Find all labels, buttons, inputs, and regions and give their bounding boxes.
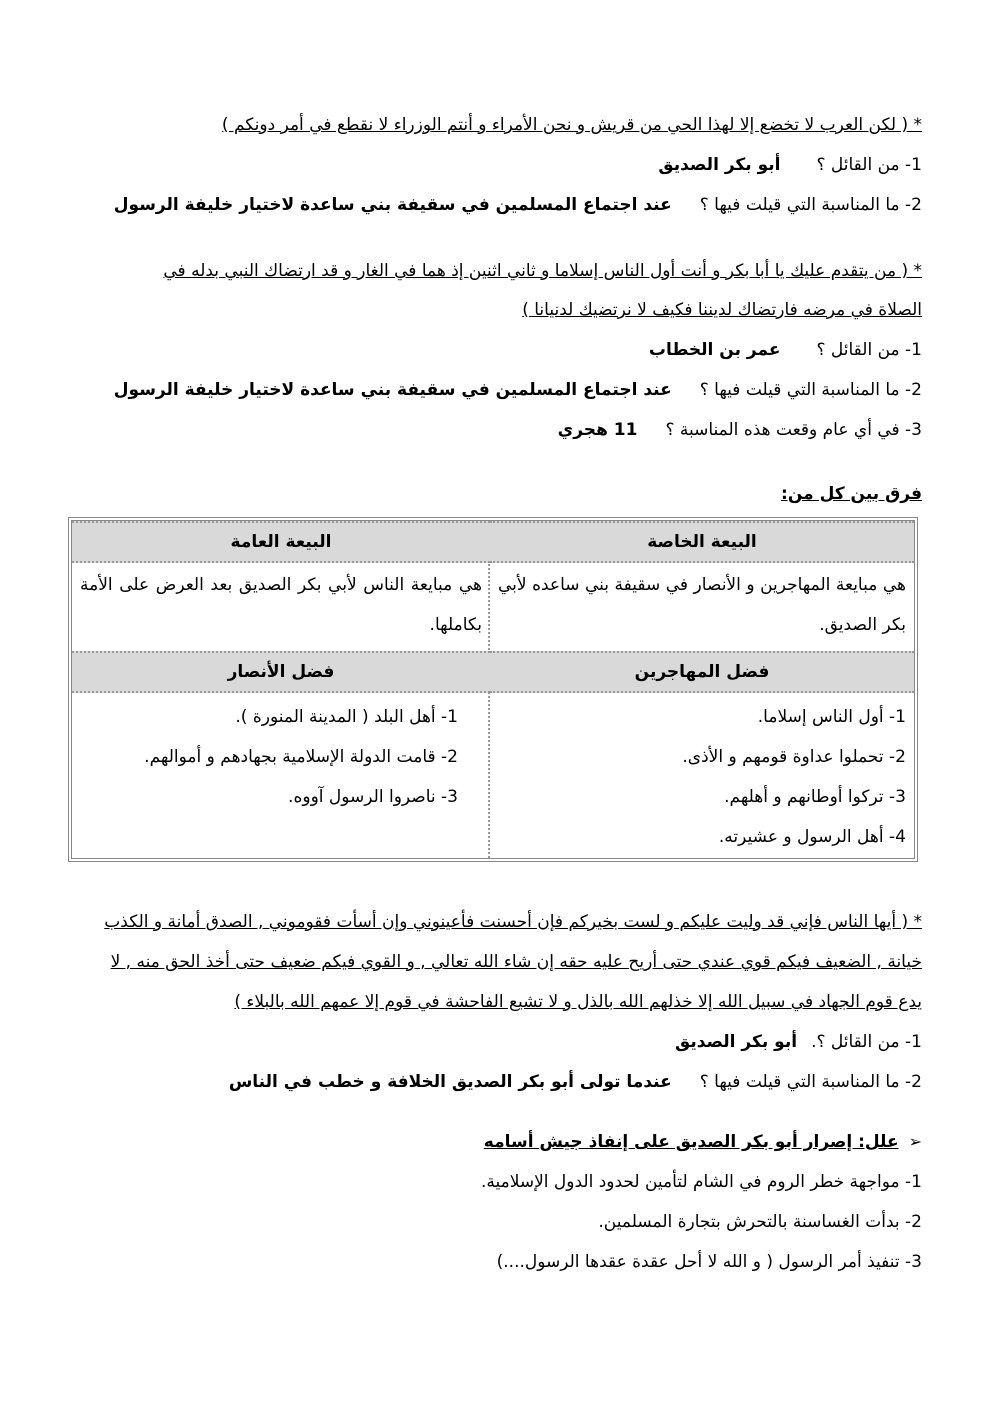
quote-1: * ( لكن العرب لا تخضع إلا لهذا الحي من قريش و نحن الأمراء و أنتم الوزراء لا نقطع في أمر دونكم ) xyxy=(221,115,922,135)
reason-item: 3- تنفيذ أمر الرسول ( و الله لا أحل عقدة عقدها الرسول....) xyxy=(496,1252,922,1272)
q2-year-answer: 11 هجري xyxy=(557,420,638,440)
diff-title: فرق بين كل من: xyxy=(781,484,922,504)
list-ansar xyxy=(80,697,458,817)
q2-who-question: 1- من القائل ؟ xyxy=(816,340,922,360)
list-item: 2- تحملوا عداوة قومهم و الأذى. xyxy=(682,747,906,767)
q2-who-answer: عمر بن الخطاب xyxy=(648,340,781,360)
q2-occasion-answer: عند اجتماع المسلمين في سقيفة بني ساعدة لاختيار خليفة الرسول xyxy=(113,380,672,400)
list-item: 1- أول الناس إسلاما. xyxy=(757,707,906,727)
table-col-right xyxy=(488,521,914,858)
q1-occasion-question: 2- ما المناسبة التي قيلت فيها ؟ xyxy=(699,195,922,215)
list-item: 4- أهل الرسول و عشيرته. xyxy=(718,827,906,847)
list-item: 2- قامت الدولة الإسلامية بجهادهم و أموالهم. xyxy=(144,747,458,767)
quote-2-line-1: * ( من يتقدم عليك يا أبا بكر و أنت أول الناس إسلاما و ثاني اثنين إذ هما في الغار و قد ارتضاك النبي بدله في xyxy=(163,261,922,281)
q2-year-question: 3- في أي عام وقعت هذه المناسبة ؟ xyxy=(665,420,922,440)
cell-private-pledge: هي مبايعة المهاجرين و الأنصار في سقيفة بني ساعده لأبي بكر الصديق. xyxy=(498,575,906,635)
quote-3-line-2: خيانة , الضعيف فيكم قوي عندي حتى أريح عليه حقه إن شاء الله تعالي , و القوي فيكم ضعيف حتى أخذ الحق منه , لا xyxy=(110,952,922,972)
table-col-left xyxy=(72,521,490,858)
q1-who-answer: أبو بكر الصديق xyxy=(658,155,781,175)
q3-occasion-answer: عندما تولى أبو بكر الصديق الخلافة و خطب في الناس xyxy=(228,1072,672,1092)
cell-public-pledge: هي مبايعة الناس لأبي بكر الصديق بعد العرض على الأمة بكاملها. xyxy=(80,575,482,635)
q1-who xyxy=(70,154,922,176)
comparison-table xyxy=(68,517,918,862)
quote-3-line-3: يدع قوم الجهاد في سبيل الله إلا خذلهم الله بالذل و لا تشيع الفاحشة في قوم إلا عمهم الله بالبلاء ) xyxy=(234,992,922,1012)
q2-occasion xyxy=(70,379,922,401)
header-public-pledge: البيعة العامة xyxy=(72,521,490,563)
q3-occasion-question: 2- ما المناسبة التي قيلت فيها ؟ xyxy=(699,1072,922,1092)
q3-who-answer: أبو بكر الصديق xyxy=(675,1032,798,1052)
q1-who-question: 1- من القائل ؟ xyxy=(816,155,922,175)
reason-title: علل: إصرار أبو بكر الصديق على إنفاذ جيش أسامه xyxy=(483,1132,899,1152)
list-item: 3- ناصروا الرسول آووه. xyxy=(288,787,458,807)
list-item: 3- تركوا أوطانهم و أهلهم. xyxy=(724,787,906,807)
list-muhajirin xyxy=(498,697,906,857)
q2-year xyxy=(70,419,922,441)
arrow-bullet-icon: ➢ xyxy=(908,1132,922,1151)
reason-item: 2- بدأت الغساسنة بالتحرش بتجارة المسلمين. xyxy=(598,1212,922,1232)
list-item: 1- أهل البلد ( المدينة المنورة ). xyxy=(235,707,458,727)
q2-occasion-question: 2- ما المناسبة التي قيلت فيها ؟ xyxy=(699,380,922,400)
header-ansar-virtue: فضل الأنصار xyxy=(72,651,490,693)
reason-heading xyxy=(70,1131,922,1153)
quote-2-line-2: الصلاة في مرضه فارتضاك لديننا فكيف لا نرتضيك لدنيانا ) xyxy=(522,300,922,320)
quote-3-line-1: * ( أيها الناس فإني قد وليت عليكم و لست بخيركم فإن أحسنت فأعينوني وإن أسأت فقوموني , الصدق أمانة و الكذب xyxy=(104,912,922,932)
q1-occasion xyxy=(70,194,922,216)
q1-occasion-answer: عند اجتماع المسلمين في سقيفة بني ساعدة لاختيار خليفة الرسول xyxy=(113,195,672,215)
q3-who-question: 1- من القائل ؟. xyxy=(811,1032,922,1052)
reason-item: 1- مواجهة خطر الروم في الشام لتأمين لحدود الدول الإسلامية. xyxy=(480,1172,922,1192)
q2-who xyxy=(70,339,922,361)
q3-occasion xyxy=(70,1071,922,1093)
header-muhajirin-virtue: فضل المهاجرين xyxy=(490,651,914,693)
q3-who xyxy=(70,1031,922,1053)
header-private-pledge: البيعة الخاصة xyxy=(490,521,914,563)
